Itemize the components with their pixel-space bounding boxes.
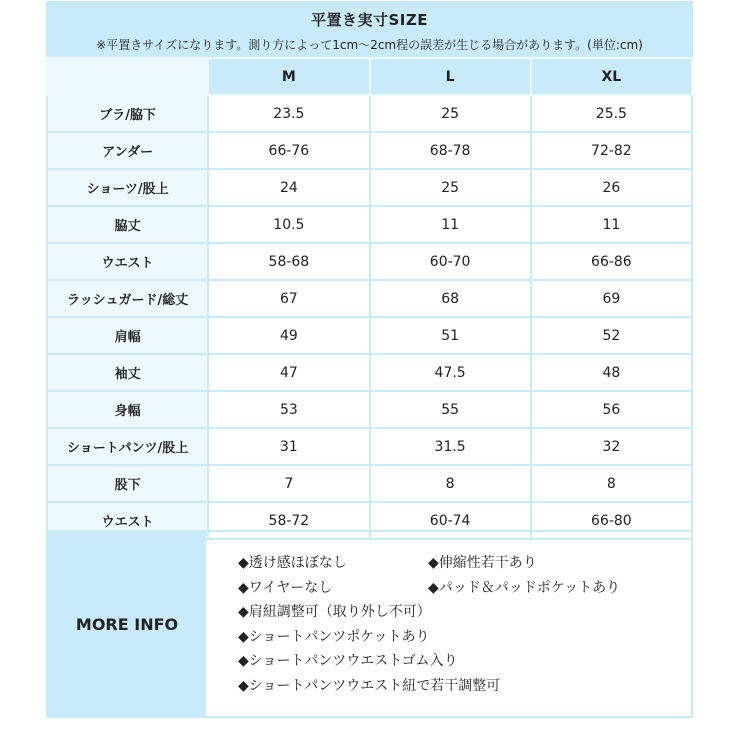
table-row <box>47 169 692 206</box>
info-item: ◆パッド＆パッドポケットあり <box>428 579 621 596</box>
cell-value: 66-86 <box>531 243 692 280</box>
info-line <box>238 552 691 577</box>
info-line <box>238 626 691 651</box>
cell-value: 53 <box>208 391 369 428</box>
info-item: ◆透け感ほぼなし <box>238 555 347 571</box>
cell-value: 7 <box>208 465 369 502</box>
row-label: 袖丈 <box>47 354 208 391</box>
cell-value: 52 <box>531 317 692 354</box>
table-row <box>47 317 692 354</box>
cell-value: 69 <box>531 280 692 317</box>
cell-value: 58-68 <box>208 243 369 280</box>
cell-value: 10.5 <box>208 206 369 243</box>
cell-value: 26 <box>531 169 692 206</box>
column-header-m: M <box>208 58 369 95</box>
table-row <box>47 95 692 132</box>
cell-value: 66-76 <box>208 132 369 169</box>
table-row <box>47 243 692 280</box>
cell-value: 68 <box>370 280 531 317</box>
cell-value: 47.5 <box>370 354 531 391</box>
table-row <box>47 391 692 428</box>
more-info-box <box>46 530 693 718</box>
info-item: ◆伸縮性若干あり <box>428 555 537 571</box>
row-label: 肩幅 <box>47 317 208 354</box>
corner-cell <box>47 58 208 95</box>
info-item: ◆肩紐調整可（取り外し不可） <box>238 604 431 620</box>
cell-value: 72-82 <box>531 132 692 169</box>
info-line <box>238 601 691 626</box>
chart-title: 平置き実寸SIZE <box>310 11 428 29</box>
table-row <box>47 465 692 502</box>
cell-value: 23.5 <box>208 95 369 132</box>
cell-value: 25 <box>370 95 531 132</box>
cell-value: 8 <box>370 465 531 502</box>
more-info-label: MORE INFO <box>48 532 206 716</box>
row-label: ラッシュガード/総丈 <box>47 280 208 317</box>
cell-value: 25.5 <box>531 95 692 132</box>
table-row <box>47 354 692 391</box>
row-label: アンダー <box>47 132 208 169</box>
info-item: ◆ショートパンツウエスト紐で若干調整可 <box>238 677 501 694</box>
measurement-note: ※平置きサイズになります。測り方によって1cm～2cm程の誤差が生じる場合があります。(単位:cm) <box>96 38 643 52</box>
table-row <box>47 428 692 465</box>
table-row <box>47 132 692 169</box>
size-chart <box>46 1 693 540</box>
more-info-list <box>206 532 691 716</box>
cell-value: 31 <box>208 428 369 465</box>
row-label: 股下 <box>47 465 208 502</box>
cell-value: 66-80 <box>531 502 692 539</box>
table-row <box>47 280 692 317</box>
row-label: ブラ/脇下 <box>47 95 208 132</box>
cell-value: 24 <box>208 169 369 206</box>
cell-value: 51 <box>370 317 531 354</box>
info-line <box>238 577 691 602</box>
info-line <box>238 650 691 675</box>
cell-value: 11 <box>531 206 692 243</box>
chart-header <box>46 1 693 57</box>
info-line <box>238 675 691 700</box>
cell-value: 58-72 <box>208 502 369 539</box>
cell-value: 68-78 <box>370 132 531 169</box>
row-label: ウエスト <box>47 243 208 280</box>
cell-value: 60-74 <box>370 502 531 539</box>
column-header-xl: XL <box>531 58 692 95</box>
row-label: ショーツ/股上 <box>47 169 208 206</box>
cell-value: 32 <box>531 428 692 465</box>
cell-value: 47 <box>208 354 369 391</box>
size-table <box>46 57 693 540</box>
cell-value: 25 <box>370 169 531 206</box>
info-item: ◆ショートパンツポケットあり <box>238 628 430 645</box>
cell-value: 67 <box>208 280 369 317</box>
row-label: ウエスト <box>47 502 208 539</box>
cell-value: 49 <box>208 317 369 354</box>
row-label: 脇丈 <box>47 206 208 243</box>
info-item: ◆ワイヤーなし <box>238 579 333 596</box>
cell-value: 48 <box>531 354 692 391</box>
cell-value: 55 <box>370 391 531 428</box>
cell-value: 8 <box>531 465 692 502</box>
cell-value: 11 <box>370 206 531 243</box>
table-row <box>47 206 692 243</box>
info-item: ◆ショートパンツウエストゴム入り <box>238 653 458 669</box>
table-header-row <box>47 58 692 95</box>
column-header-l: L <box>370 58 531 95</box>
row-label: 身幅 <box>47 391 208 428</box>
cell-value: 31.5 <box>370 428 531 465</box>
cell-value: 56 <box>531 391 692 428</box>
cell-value: 60-70 <box>370 243 531 280</box>
row-label: ショートパンツ/股上 <box>47 428 208 465</box>
